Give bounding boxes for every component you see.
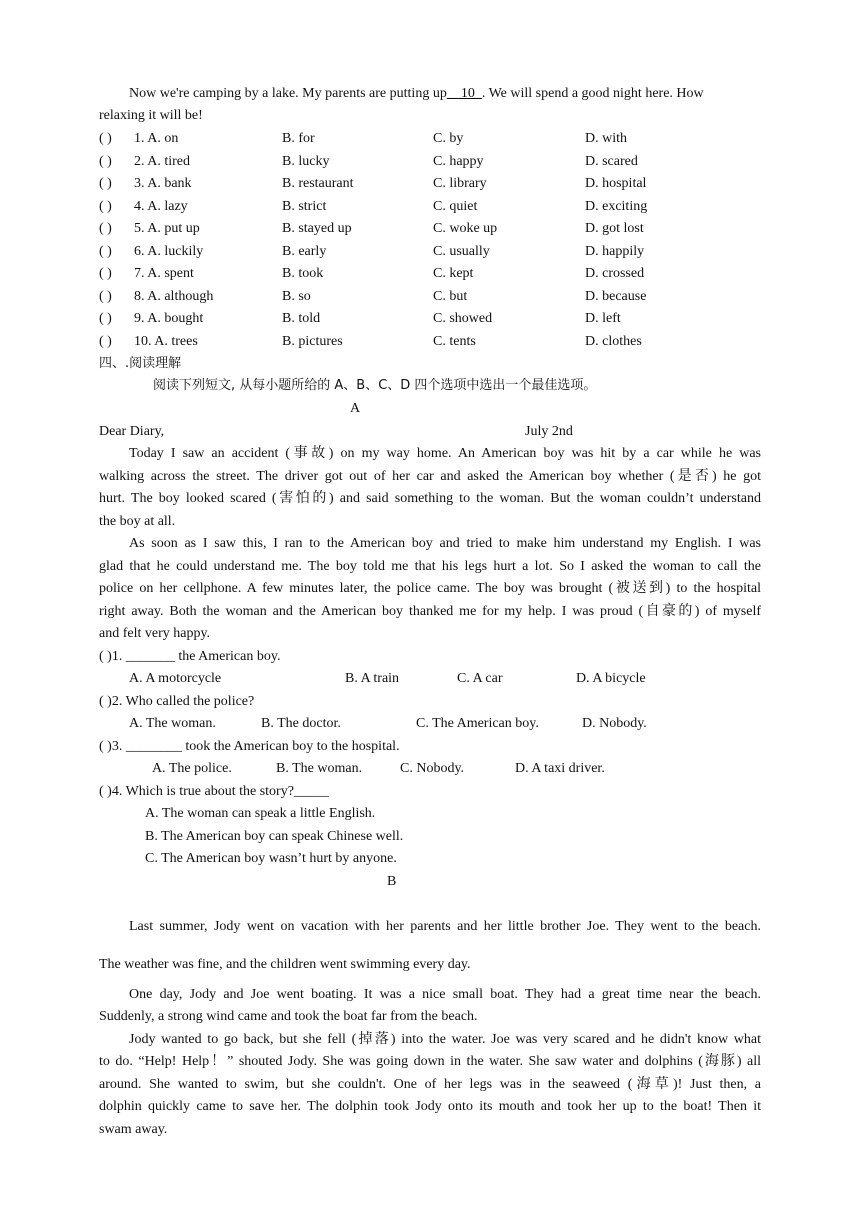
cloze-intro-line-1 — [129, 83, 761, 105]
question-a3-option-b: B. The woman. — [276, 761, 363, 776]
passage-b-line: One day, Jody and Joe went boating. It was a nice small boat. They had a great time near the beach. — [129, 987, 761, 1002]
question-a3-stem: ( )3. ________ took the American boy to the hospital. — [99, 739, 400, 754]
cloze-q6-answer-paren: ( ) — [99, 243, 112, 259]
cloze-q10-option-d: D. clothes — [585, 333, 642, 349]
cloze-q5-option-c: C. woke up — [433, 221, 498, 236]
cloze-q2-option-d: D. scared — [585, 153, 638, 169]
passage-b-line: The weather was fine, and the children went swimming every day. — [99, 957, 471, 972]
cloze-q1-option-b: B. for — [282, 131, 315, 146]
cloze-q7-option-a: 7. A. spent — [134, 266, 194, 281]
question-a3-option-c: C. Nobody. — [400, 761, 465, 776]
cloze-q9-answer-paren: ( ) — [99, 311, 112, 326]
cloze-q10-option-a: 10. A. trees — [134, 333, 198, 349]
question-a2-stem: ( )2. Who called the police? — [99, 694, 255, 709]
cloze-q6-option-d: D. happily — [585, 243, 645, 259]
cloze-q6-option-b: B. early — [282, 243, 327, 259]
cloze-q1-option-c: C. by — [433, 131, 464, 146]
passage-a-line: Today I saw an accident (事故) on my way home. An American boy was hit by a car while he was — [129, 446, 761, 461]
passage-a-line: walking across the street. The driver got out of her car and asked the American boy whether (是否) he got — [99, 469, 761, 484]
cloze-q4-option-d: D. exciting — [585, 198, 648, 214]
cloze-q3-option-a: 3. A. bank — [134, 176, 192, 191]
question-a4-option-c: C. The American boy wasn’t hurt by anyone. — [145, 851, 397, 866]
cloze-intro-text: Now we're camping by a lake. My parents are putting up — [129, 86, 447, 101]
question-a1-option-a: A. A motorcycle — [129, 671, 222, 686]
cloze-q5-option-d: D. got lost — [585, 221, 644, 236]
diary-salutation: Dear Diary, — [99, 424, 165, 439]
question-a4-option-a: A. The woman can speak a little English. — [145, 806, 376, 821]
cloze-q3-option-c: C. library — [433, 176, 487, 191]
question-a1-option-c: C. A car — [457, 671, 503, 686]
cloze-q9-option-b: B. told — [282, 311, 321, 326]
passage-b-line: Suddenly, a strong wind came and took the boat far from the beach. — [99, 1009, 478, 1024]
passage-a-line: and felt very happy. — [99, 626, 211, 641]
cloze-q2-option-b: B. lucky — [282, 153, 330, 169]
cloze-q9-option-d: D. left — [585, 311, 621, 326]
question-a2-option-b: B. The doctor. — [261, 716, 341, 731]
cloze-q1-option-a: 1. A. on — [134, 131, 179, 146]
cloze-q7-option-c: C. kept — [433, 266, 474, 281]
cloze-intro-line-2: relaxing it will be! — [99, 108, 203, 123]
cloze-q4-option-c: C. quiet — [433, 198, 478, 214]
question-a3-option-a: A. The police. — [152, 761, 232, 776]
passage-a-line: police on her cellphone. A few minutes later, the police came. The boy was brought (被送到) to the hospital — [99, 581, 761, 596]
passage-b-line: Jody wanted to go back, but she fell (掉落) into the water. Joe was very scared and he didn't know what — [129, 1032, 761, 1047]
cloze-q10-option-b: B. pictures — [282, 333, 343, 349]
passage-b-line: around. She wanted to swim, but she couldn't. One of her legs was in the seaweed (海草)! Just then, a — [99, 1077, 761, 1092]
section-instruction: 阅读下列短文, 从每小题所给的 A、B、C、D 四个选项中选出一个最佳选项。 — [153, 378, 597, 393]
question-a1-option-d: D. A bicycle — [576, 671, 646, 686]
cloze-q8-option-c: C. but — [433, 288, 468, 304]
cloze-q3-option-b: B. restaurant — [282, 176, 354, 191]
passage-a-letter: A — [350, 401, 361, 416]
cloze-q3-answer-paren: ( ) — [99, 176, 112, 191]
cloze-q1-answer-paren: ( ) — [99, 131, 112, 146]
cloze-q2-option-c: C. happy — [433, 153, 484, 169]
passage-a-line: glad that he could understand me. The boy told me that his legs hurt a lot. So I asked the woman to call the — [99, 559, 761, 574]
question-a3-option-d: D. A taxi driver. — [515, 761, 605, 776]
cloze-q9-option-a: 9. A. bought — [134, 311, 204, 326]
cloze-q10-option-c: C. tents — [433, 333, 476, 349]
cloze-q4-answer-paren: ( ) — [99, 198, 112, 214]
section-heading: 四、.阅读理解 — [99, 356, 182, 371]
cloze-q7-option-d: D. crossed — [585, 266, 645, 281]
passage-b-letter: B — [387, 874, 397, 889]
question-a2-option-c: C. The American boy. — [416, 716, 539, 731]
cloze-q2-option-a: 2. A. tired — [134, 153, 190, 169]
cloze-q5-answer-paren: ( ) — [99, 221, 112, 236]
question-a4-option-b: B. The American boy can speak Chinese well. — [145, 829, 404, 844]
question-a1-option-b: B. A train — [345, 671, 400, 686]
cloze-q10-answer-paren: ( ) — [99, 333, 112, 349]
passage-b-line: Last summer, Jody went on vacation with her parents and her little brother Joe. They went to the beach. — [129, 919, 761, 934]
passage-a-line: the boy at all. — [99, 514, 176, 529]
cloze-q2-answer-paren: ( ) — [99, 153, 112, 169]
cloze-q4-option-a: 4. A. lazy — [134, 198, 188, 214]
cloze-q4-option-b: B. strict — [282, 198, 327, 214]
cloze-q7-answer-paren: ( ) — [99, 266, 112, 281]
blank-10: __10_ — [446, 86, 482, 101]
cloze-q5-option-b: B. stayed up — [282, 221, 352, 236]
cloze-q9-option-c: C. showed — [433, 311, 493, 326]
passage-b-line: swam away. — [99, 1122, 168, 1137]
passage-b-line: dolphin quickly came to save her. The dolphin took Jody onto its mouth and took her up to the boat! Then it — [99, 1099, 761, 1114]
cloze-q8-option-d: D. because — [585, 288, 647, 304]
cloze-q7-option-b: B. took — [282, 266, 324, 281]
cloze-q3-option-d: D. hospital — [585, 176, 647, 191]
question-a2-option-d: D. Nobody. — [582, 716, 647, 731]
passage-a-line: right away. Both the woman and the American boy thanked me for my help. I was proud (自豪的) of myself — [99, 604, 761, 619]
cloze-q8-option-b: B. so — [282, 288, 311, 304]
cloze-q5-option-a: 5. A. put up — [134, 221, 200, 236]
cloze-q1-option-d: D. with — [585, 131, 627, 146]
cloze-q6-option-c: C. usually — [433, 243, 490, 259]
question-a2-option-a: A. The woman. — [129, 716, 216, 731]
cloze-intro-text-tail: . We will spend a good night here. How — [481, 86, 704, 101]
passage-a-line: hurt. The boy looked scared (害怕的) and said something to the woman. But the woman couldn’t understand — [99, 491, 761, 506]
passage-b-line: to do. “Help! Help！” shouted Jody. She was going down in the water. She saw water and dolphins (海豚) all — [99, 1054, 761, 1069]
passage-a-line: As soon as I saw this, I ran to the American boy and tried to make him understand my English. I was — [129, 536, 761, 551]
cloze-q8-answer-paren: ( ) — [99, 288, 112, 304]
diary-date: July 2nd — [525, 424, 573, 439]
cloze-q6-option-a: 6. A. luckily — [134, 243, 204, 259]
question-a4-stem: ( )4. Which is true about the story?_____ — [99, 784, 329, 799]
cloze-q8-option-a: 8. A. although — [134, 288, 214, 304]
question-a1-stem: ( )1. _______ the American boy. — [99, 649, 281, 664]
